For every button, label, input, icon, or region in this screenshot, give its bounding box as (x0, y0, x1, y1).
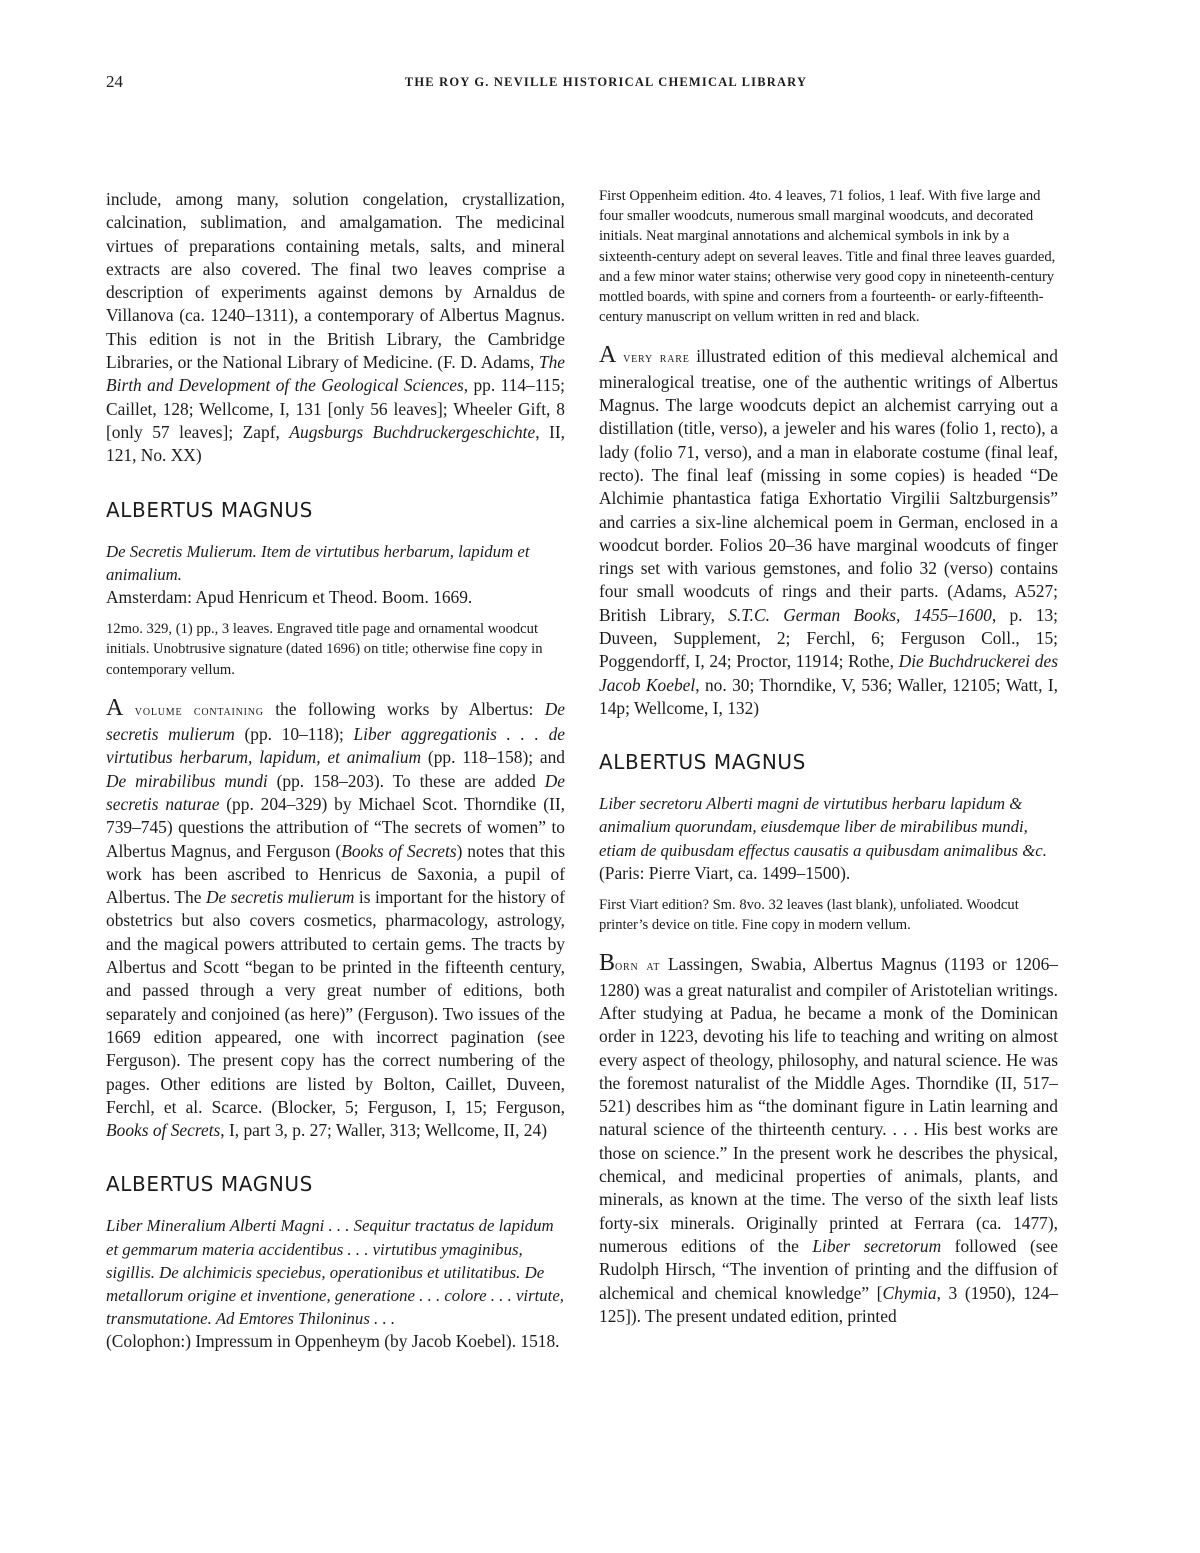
text-run: illustrated edition of this medieval alchemical and mineralogical treatise, one of the authentic writings of Albertus Magnus. The large woodcuts depict an alchemist carrying out a distillation (title, verso), a jeweler and his wares (folio 1, recto), a lady (folio 71, verso), and a man in elaborate costume (final leaf, recto). The final leaf (missing in some copies) is headed “De Alchimie phantastica fatiga Exhortatio Virgilii Saltzburgensis” and carries a six-line alchemical poem in German, enclosed in a woodcut border. Folios 20–36 have marginal woodcuts of finger rings set with various gemstones, and folio 32 (verso) contains four small woodcuts of rings and their parts. (Adams, A527; British Library, (599, 346, 1058, 625)
text-run: , no. 30; Thorndike, V, 536; Waller, 12105; Watt, I, 14p; Wellcome, I, 132) (599, 674, 1058, 718)
drop-initial: B (599, 950, 616, 977)
text-run: the following works by Albertus: (263, 698, 545, 719)
right-column (599, 186, 1058, 1328)
entry-description (599, 950, 1058, 1328)
running-title: THE ROY G. NEVILLE HISTORICAL CHEMICAL LIBRARY (404, 75, 808, 89)
entry-imprint: (Paris: Pierre Viart, ca. 1499–1500). (599, 862, 851, 883)
text-run: include, among many, solution congelation, crystallization, calcination, sublimation, and amalgamation. The medicinal virtues of preparations containing metals, salts, and mineral extracts are also covered. The final two leaves comprise a description of experiments against demons by Arnaldus de Villanova (ca. 1240–1311), a contemporary of Albertus Magnus. This edition is not in the British Library, the Cambridge Libraries, or the National Library of Medicine. (F. D. Adams, (106, 189, 565, 373)
italic-run: Books of Secrets (106, 1120, 221, 1141)
entry-heading: ALBERTUS MAGNUS (106, 497, 313, 522)
entry-heading: ALBERTUS MAGNUS (106, 1172, 313, 1197)
italic-run: The Birth and Development of the Geological Sciences (106, 352, 565, 396)
continued-description (106, 188, 565, 468)
smallcaps-run: very rare (616, 350, 690, 367)
text-run: followed (see Rudolph Hirsch, “The invention of printing and the diffusion of alchemical and chemical knowledge” [ (599, 1235, 1058, 1303)
italic-run: Books of Secrets (341, 840, 457, 861)
entry-collation: First Viart edition? Sm. 8vo. 32 leaves (last blank), unfoliated. Woodcut printer’s device on title. Fine copy in modern vellum. (599, 896, 1019, 934)
text-run: (pp. 10–118); (234, 724, 354, 745)
text-run: ) notes that this work has been ascribed to Henricus de Saxonia, a pupil of Albertus. The (106, 840, 566, 908)
drop-initial: A (599, 342, 617, 369)
page-number: 24 (106, 72, 123, 91)
italic-run: Liber secretorum (812, 1235, 942, 1256)
italic-run: S.T.C. German Books, 1455–1600 (728, 604, 992, 625)
italic-run: Augsburgs Buchdruckergeschichte (289, 421, 536, 442)
italic-run: De secretis naturae (106, 770, 566, 814)
drop-initial: A (106, 694, 124, 721)
entry-collation: First Oppenheim edition. 4to. 4 leaves, 71 folios, 1 leaf. With five large and four smaller woodcuts, numerous small marginal woodcuts, and decorated initials. Neat marginal annotations and alchemical symbols in ink by a sixteenth-century adept on several leaves. Title and final three leaves guarded, and a few minor water stains; otherwise very good copy in nineteenth-century mottled boards, with spine and corners from a fourteenth- or early-fifteenth-century manuscript on vellum written in red and black. (599, 188, 1056, 326)
smallcaps-run: volume containing (123, 702, 264, 719)
entry-imprint: Amsterdam: Apud Henricum et Theod. Boom. 1669. (106, 586, 473, 607)
text-run: , II, 121, No. XX) (106, 421, 565, 466)
italic-run: De secretis mulierum (205, 887, 355, 908)
entry-title: De Secretis Mulierum. Item de virtutibus herbarum, lapidum et animalium. (106, 541, 530, 584)
text-run: Lassingen, Swabia, Albertus Magnus (1193 or 1206–1280) was a great naturalist and compiler of Aristotelian writings. After studying at Padua, he became a monk of the Dominican order in 1223, devoting his life to teaching and writing on almost every aspect of theology, philosophy, and natural science. He was the foremost naturalist of the Middle Ages. Thorndike (II, 517–521) describes him as “the dominant figure in Latin learning and natural science of the thirteenth century. . . . His best works are those on science.” In the present work he describes the physical, chemical, and medicinal properties of animals, plants, and minerals, as known at the time. The verso of the sixth leaf lists forty-six minerals. Originally printed at Ferrara (ca. 1477), numerous editions of the (599, 954, 1058, 1256)
italic-run: De secretis mulierum (106, 698, 565, 745)
entry-heading: ALBERTUS MAGNUS (599, 750, 806, 775)
entry-title: Liber Mineralium Alberti Magni . . . Sequitur tractatus de lapidum et gemmarum materia accidentibus . . . virtutibus ymaginibus, sigillis. De alchimicis speciebus, operationibus et utilitatibus. De metallorum origine et inventione, generatione . . . colore . . . virtute, transmutatione. Ad Emtores Thiloninus . . . (106, 1216, 564, 1329)
italic-run: De mirabilibus mundi (106, 770, 268, 791)
running-head (106, 72, 1066, 96)
text-run: , I, part 3, p. 27; Waller, 313; Wellcome, II, 24) (220, 1120, 547, 1141)
entry-imprint: (Colophon:) Impressum in Oppenheym (by Jacob Koebel). 1518. (106, 1331, 560, 1352)
text-run: (pp. 158–203). To these are added (267, 770, 545, 791)
entry-description (106, 694, 566, 1143)
entry-collation: 12mo. 329, (1) pp., 3 leaves. Engraved title page and ornamental woodcut initials. Unobtrusive signature (dated 1696) on title; otherwise fine copy in contemporary vellum. (106, 621, 543, 678)
italic-run: Liber aggregationis . . . de virtutibus herbarum, lapidum, et animalium (106, 724, 565, 768)
text-run: , pp. 114–115; Caillet, 128; Wellcome, I, 131 [only 56 leaves]; Wheeler Gift, 8 [only 57 leaves]; Zapf, (106, 375, 565, 442)
text-run: , 3 (1950), 124–125]). The present undated edition, printed (599, 1282, 1058, 1326)
entry-description (599, 342, 1058, 720)
left-column (106, 188, 565, 1354)
text-run: , p. 13; Duveen, Supplement, 2; Ferchl, 6; Ferguson Coll., 15; Poggendorff, I, 24; Proctor, 11914; Rothe, (599, 604, 1058, 672)
text-run: is important for the history of obstetrics but also covers cosmetics, pharmacology, astrology, and the magical powers attributed to certain gems. The tracts by Albertus and Scott “began to be printed in the fifteenth century, and passed through a very great number of editions, both separately and conjoined (as here)” (Ferguson). Two issues of the 1669 edition appeared, one with incorrect pagination (see Ferguson). The present copy has the correct numbering of the pages. Other editions are listed by Bolton, Caillet, Duveen, Ferchl, et al. Scarce. (Blocker, 5; Ferguson, I, 15; Ferguson, (106, 887, 565, 1117)
text-run: (pp. 204–329) by Michael Scot. Thorndike (II, 739–745) questions the attribution of “The secrets of women” to Albertus Magnus, and Ferguson ( (106, 793, 565, 861)
text-run: (pp. 118–158); and (421, 747, 565, 768)
smallcaps-run: orn at (615, 958, 661, 975)
italic-run: Die Buchdruckerei des Jacob Koebel (599, 651, 1058, 695)
entry-title: Liber secretoru Alberti magni de virtutibus herbaru lapidum & animalium quorundam, eiusdemque liber de mirabilibus mundi, etiam de quibusdam effectus causatis a quibusdam animalibus &c. (599, 794, 1047, 860)
italic-run: Chymia (882, 1282, 937, 1303)
